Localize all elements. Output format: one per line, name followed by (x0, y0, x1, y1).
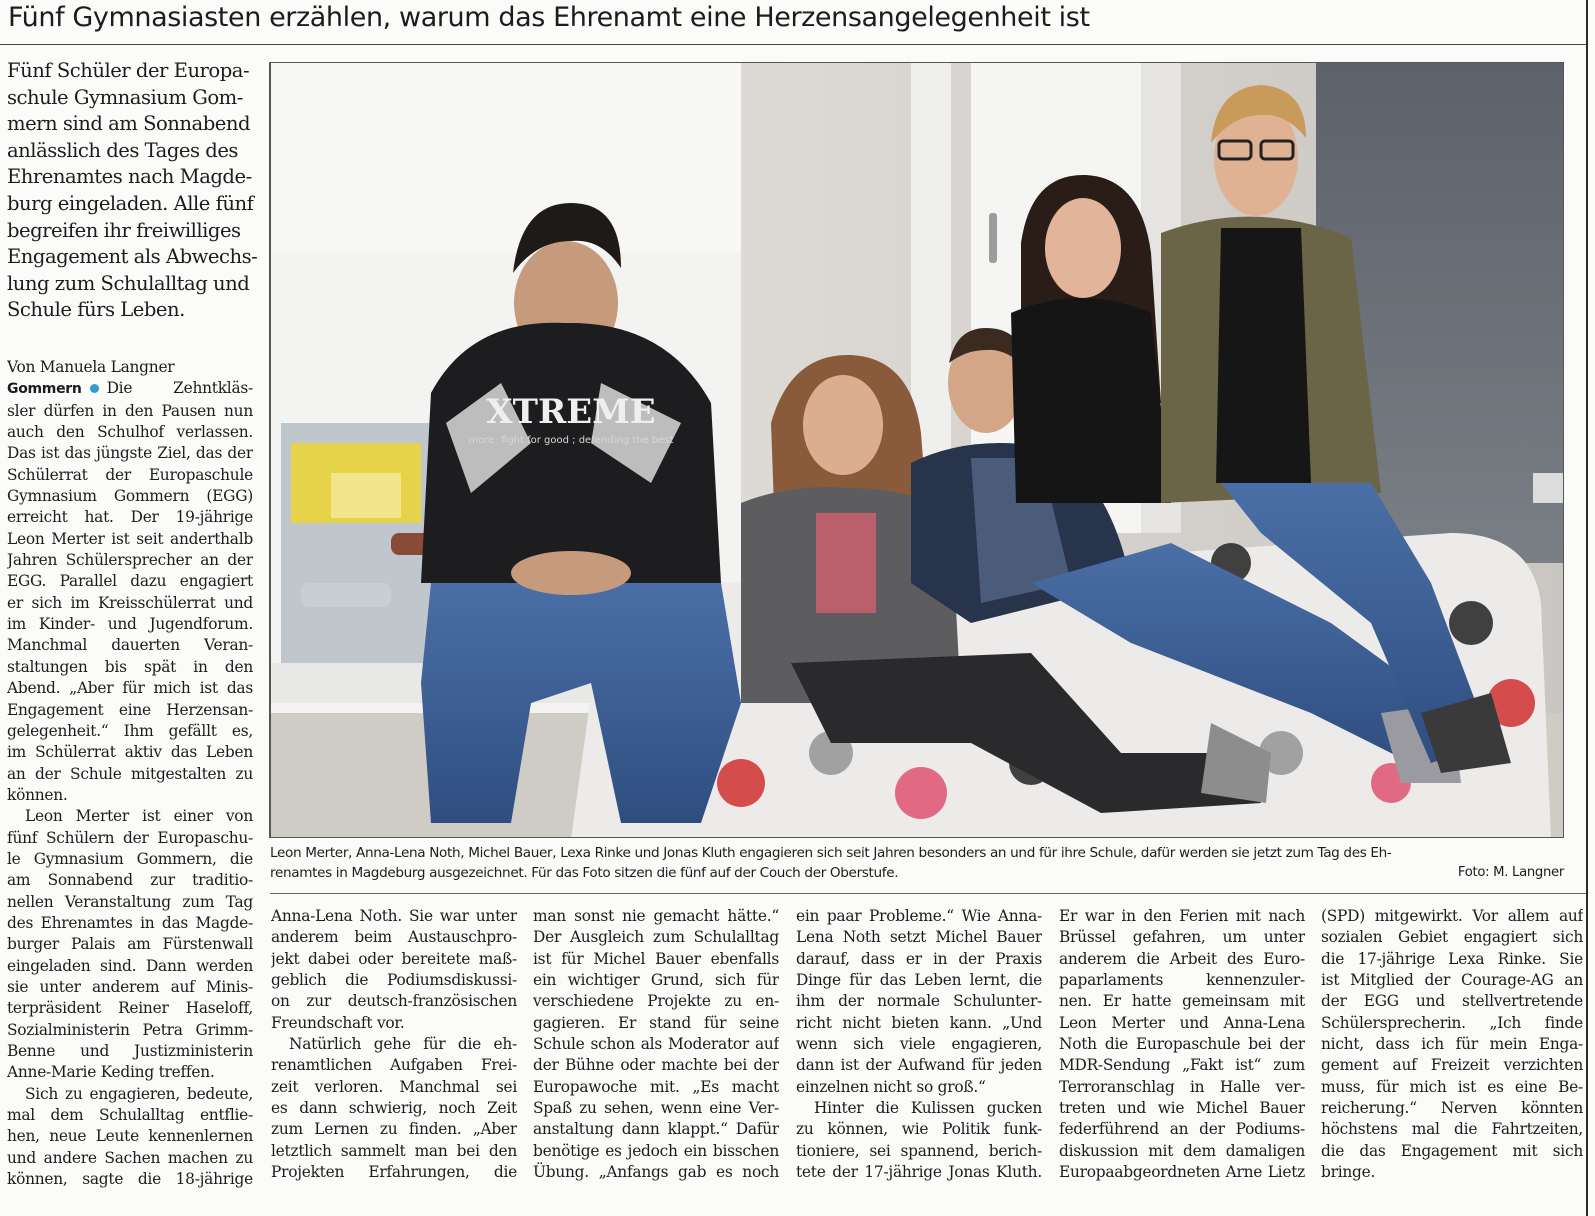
article-column-5 (1059, 906, 1305, 1183)
text-line: der Bühne oder machte bei der (533, 1056, 779, 1075)
text-line: paparlaments kennenzuler- (1059, 971, 1305, 990)
text-line: sler dürfen in den Pausen nun (7, 401, 253, 420)
text-line: ein paar Probleme.“ Wie Anna- (796, 907, 1042, 925)
text-line: Lena Noth setzt Michel Bauer (796, 928, 1042, 947)
text-line: am Sonnabend zur traditio- (7, 871, 253, 890)
text-line: treten und wie Michel Bauer (1059, 1099, 1305, 1118)
dateline-bullet-icon (90, 384, 99, 393)
photo-credit: Foto: M. Langner (1457, 865, 1564, 880)
text-line: Sich zu engagieren, bedeute, (25, 1084, 253, 1103)
text-line: Anne-Marie Keding treffen. (7, 1063, 215, 1082)
lead-line: lung zum Schulalltag und (7, 271, 250, 295)
text-line: federführend an der Podiums- (1059, 1120, 1305, 1139)
text-line: Manchmal dauerten Veran- (7, 636, 253, 655)
text-line: renamtlichen Aufgaben Frei- (271, 1056, 517, 1075)
text-line: zu können, wie Politik funk- (796, 1120, 1042, 1139)
text-line: on zur deutsch-französischen (271, 992, 517, 1011)
text-line: gelegenheit.“ Ihm gefällt es, (7, 721, 253, 740)
text-line: muss, für mich ist es eine Be- (1321, 1077, 1583, 1096)
text-line: anstaltung dann klappt.“ Dafür (533, 1120, 779, 1139)
article-column-2 (271, 906, 517, 1183)
text-line: ein wichtiger Grund, sich für (533, 971, 779, 990)
headline-rule (0, 44, 1586, 45)
text-line: Das ist das jüngste Ziel, das der (7, 444, 253, 463)
lead-line: burg eingeladen. Alle fünf (7, 191, 254, 215)
text-line: dann ist der Aufwand für jeden (796, 1056, 1042, 1075)
text-line: letztlich sammelt man bei den (271, 1141, 517, 1160)
text-line: bringe. (1321, 1163, 1376, 1182)
article-column-1 (7, 357, 253, 1190)
text-line: zeit verloren. Manchmal sei (271, 1077, 517, 1096)
text-line: des Ehrenamtes in das Magde- (7, 913, 253, 932)
dateline-line (7, 378, 253, 400)
text-line: die 17-jährige Lexa Rinke. Sie (1321, 949, 1583, 968)
lead-paragraph (7, 58, 265, 324)
text-line: Hinter die Kulissen gucken (814, 1099, 1042, 1118)
text-line: burger Palais am Fürstenwall (7, 935, 253, 954)
dateline-city: Gommern (7, 381, 82, 398)
text-line: benötige es jedoch ein bisschen (533, 1141, 779, 1160)
text-line: Schülersprecherin. „Ich finde (1321, 1013, 1583, 1032)
hoodie-subprint-text: more: fight for good ; defending the best (468, 435, 674, 446)
lead-line: Engagement als Abwechs- (7, 245, 258, 269)
text-line: anderem beim Austauschpro- (271, 928, 517, 947)
lead-line: Fünf Schüler der Europa- (7, 59, 250, 82)
text-line: staltungen bis spät in den (7, 657, 253, 676)
caption-rule (270, 893, 1586, 894)
text-line: man sonst nie gemacht hätte.“ (533, 907, 779, 925)
text-line: wenn sich viele engagieren, (796, 1035, 1042, 1054)
text-line: der EGG und stellvertretende (1321, 992, 1583, 1011)
lead-line: Schule fürs Leben. (7, 298, 185, 322)
text-line: ist Mitglied der Courage-AG an (1321, 971, 1583, 990)
text-line: Schule schon als Moderator auf (533, 1035, 779, 1054)
text-line: darauf, dass er in der Praxis (796, 949, 1042, 968)
text-line: auch den Schulhof verlassen. (7, 423, 253, 442)
text-line: Leon Merter ist einer von (25, 807, 253, 826)
text-line: er sich im Kreisschülerrat und (7, 593, 253, 612)
text-line: Projekten Erfahrungen, die (271, 1163, 517, 1182)
article-photo (270, 62, 1564, 838)
lead-line: anlässlich des Tages des (7, 138, 238, 162)
caption-line: renamtes in Magdeburg ausgezeichnet. Für das Foto sitzen die fünf auf der Couch der Oberstufe. (270, 865, 899, 881)
text-line: (SPD) mitgewirkt. Vor allem auf (1321, 907, 1583, 925)
text-line: Europawoche mit. „Es macht (533, 1077, 779, 1096)
text-line: Europaabgeordneten Arne Lietz (1059, 1163, 1305, 1182)
dateline-text: Die Zehntkläs- (106, 379, 253, 398)
text-line: im Schülerrat aktiv das Leben (7, 743, 253, 762)
lead-line: schule Gymnasium Gom- (7, 85, 243, 109)
text-line: nicht, dass ich für mein Enga- (1321, 1035, 1583, 1054)
text-line: Benne und Justizministerin (7, 1042, 253, 1060)
text-line: fünf Schülern der Europaschu- (7, 828, 253, 847)
photo-caption (270, 843, 1564, 883)
text-line: reicherung.“ Nerven könnten (1321, 1099, 1583, 1118)
text-line: gement auf Freizeit verzichten (1321, 1056, 1583, 1075)
text-line: höchstens mal die Fahrtzeiten, (1321, 1120, 1583, 1139)
text-line: es dann schwierig, noch Zeit (271, 1099, 517, 1118)
text-line: Spaß zu sehen, wenn eine Ver- (533, 1099, 779, 1118)
text-line: zum Lernen zu finden. „Aber (271, 1120, 517, 1139)
text-line: im Kinder- und Jugendforum. (7, 615, 253, 634)
lead-line: mern sind am Sonnabend (7, 112, 251, 136)
text-line: Schülerrat der Europaschule (7, 465, 253, 484)
text-line: Abend. „Aber für mich ist das (7, 679, 253, 698)
text-line: MDR-Sendung „Fakt ist“ zum (1059, 1056, 1305, 1075)
text-line: die das Engagement mit sich (1321, 1141, 1583, 1160)
article-headline: Fünf Gymnasiasten erzählen, warum das Ehrenamt eine Herzensangelegenheit ist (8, 2, 1090, 33)
text-line: an der Schule mitgestalten zu (7, 764, 253, 783)
photo-illustration (271, 63, 1564, 838)
text-line: jekt dabei oder bereitete maß- (271, 949, 517, 968)
text-line: tete der 17-jährige Jonas Kluth. (796, 1163, 1042, 1182)
text-line: Noth die Europaschule bei der (1059, 1035, 1305, 1054)
text-line: sozialen Gebiet engagiert sich (1321, 928, 1583, 947)
text-line: nen. Er hatte gemeinsam mit (1059, 992, 1305, 1011)
text-line: diskussion mit dem damaligen (1059, 1141, 1305, 1160)
text-line: Terroranschlag in Halle ver- (1059, 1077, 1305, 1096)
text-line: Gymnasium Gommern (EGG) (7, 487, 253, 506)
article-column-6 (1321, 906, 1583, 1183)
caption-line: Leon Merter, Anna-Lena Noth, Michel Bauer, Lexa Rinke und Jonas Kluth engagieren sich seit Jahren besonders an und für ihre Schule, dafür werden sie jetzt zum Tag des Eh- (270, 845, 1392, 861)
article-column-4 (796, 906, 1042, 1183)
text-line: und andere Sachen machen zu (7, 1148, 253, 1167)
article-column-3 (533, 906, 779, 1183)
text-line: Natürlich gehe für die eh- (289, 1035, 517, 1054)
text-line: Freundschaft vor. (271, 1013, 405, 1032)
hoodie-print-text: XTREME (486, 392, 656, 432)
text-line: terpräsident Reiner Haseloff, (7, 999, 253, 1018)
text-line: richt nicht bieten kann. „Und (796, 1013, 1042, 1032)
text-line: verschiedene Projekte zu en- (533, 992, 779, 1011)
text-line: EGG. Parallel dazu engagiert (7, 572, 253, 591)
text-line: Dinge für das Leben lernt, die (796, 971, 1042, 990)
text-line: Der Ausgleich zum Schulalltag (533, 928, 779, 947)
text-line: tioniere, sei spannend, berich- (796, 1141, 1042, 1160)
lead-line: begreifen ihr freiwilliges (7, 218, 241, 242)
text-line: ihm der normale Schulunter- (796, 992, 1042, 1011)
text-line: nellen Veranstaltung zum Tag (7, 892, 253, 911)
text-line: gagieren. Er stand für seine (533, 1013, 779, 1032)
text-line: le Gymnasium Gommern, die (7, 849, 253, 868)
text-line: Leon Merter und Anna-Lena (1059, 1013, 1305, 1032)
text-line: Brüssel gefahren, um unter (1059, 928, 1305, 947)
text-line: Er war in den Ferien mit nach (1059, 907, 1305, 925)
text-line: Jahren Schülersprecher an der (7, 551, 253, 570)
page-frame-line (1586, 0, 1588, 1216)
text-line: eingeladen sind. Dann werden (7, 956, 253, 975)
text-line: können, sagte die 18-jährige (7, 1170, 253, 1189)
text-line: anderem die Arbeit des Euro- (1059, 949, 1305, 968)
text-line: Übung. „Anfangs gab es noch (533, 1163, 779, 1182)
text-line: sie unter anderem auf Minis- (7, 977, 253, 996)
text-line: geblich die Podiumsdiskussi- (271, 971, 517, 990)
text-line: Engagement eine Herzensan- (7, 700, 253, 719)
text-line: können. (7, 785, 68, 804)
text-line: erreicht hat. Der 19-jährige (7, 508, 253, 527)
text-line: Leon Merter ist seit anderthalb (7, 529, 253, 548)
byline: Von Manuela Langner (7, 358, 175, 376)
text-line: hen, neue Leute kennenlernen (7, 1127, 253, 1146)
text-line: Anna-Lena Noth. Sie war unter (271, 907, 517, 925)
lead-line: Ehrenamtes nach Magde- (7, 165, 252, 189)
text-line: Sozialministerin Petra Grimm- (7, 1020, 253, 1039)
text-line: einzelnen nicht so groß.“ (796, 1077, 986, 1096)
text-line: ist für Michel Bauer ebenfalls (533, 949, 779, 968)
text-line: mal dem Schulalltag entflie- (7, 1106, 253, 1125)
